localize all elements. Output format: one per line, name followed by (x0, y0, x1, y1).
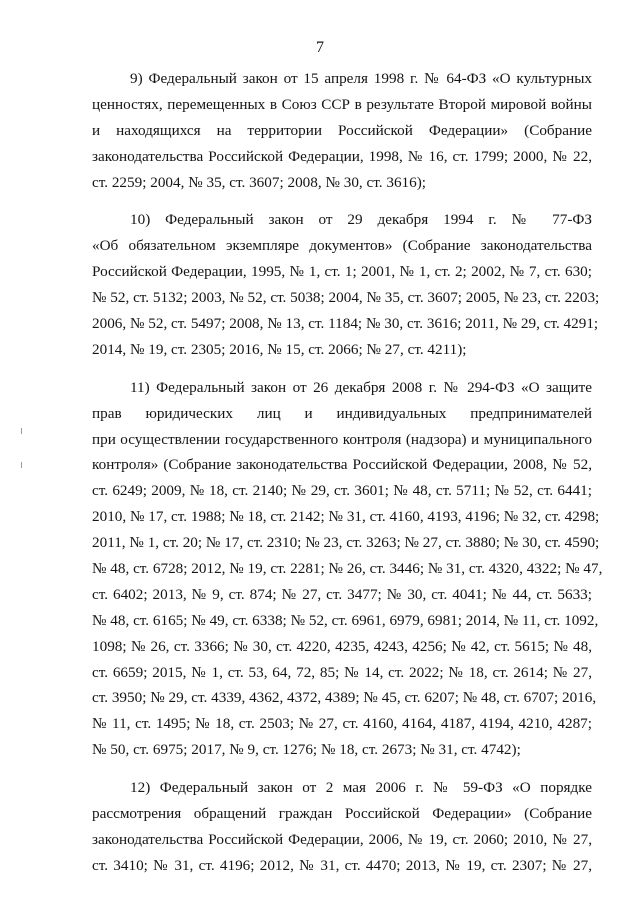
text-line: 11) Федеральный закон от 26 декабря 2008 г. № 294-ФЗ «О защите (130, 378, 592, 396)
text-line: № 52, ст. 5132; 2003, № 52, ст. 5038; 2004, № 35, ст. 3607; 2005, № 23, ст. 2203; (92, 289, 600, 307)
text-line: при осуществлении государственного контроля (надзора) и муниципального (92, 430, 592, 448)
text-line: ст. 3950; № 29, ст. 4339, 4362, 4372, 4389; № 45, ст. 6207; № 48, ст. 6707; 2016, (92, 689, 597, 707)
margin-mark (21, 428, 22, 434)
text-line: ст. 6402; 2013, № 9, ст. 874; № 27, ст. 3477; № 30, ст. 4041; № 44, ст. 5633; (92, 585, 592, 603)
text-line: 2010, № 17, ст. 1988; № 18, ст. 2142; № 31, ст. 4160, 4193, 4196; № 32, ст. 4298; (92, 508, 600, 526)
text-line: 1098; № 26, ст. 3366; № 30, ст. 4220, 4235, 4243, 4256; № 42, ст. 5615; № 48, (92, 637, 592, 655)
text-line: и находящихся на территории Российской Федерации» (Собрание (92, 121, 592, 139)
text-line: ст. 6249; 2009, № 18, ст. 2140; № 29, ст. 3601; № 48, ст. 5711; № 52, ст. 6441; (92, 482, 592, 500)
margin-mark (21, 462, 22, 468)
text-line: № 50, ст. 6975; 2017, № 9, ст. 1276; № 18, ст. 2673; № 31, ст. 4742); (92, 741, 521, 759)
text-line: ст. 3410; № 31, ст. 4196; 2012, № 31, ст. 4470; 2013, № 19, ст. 2307; № 27, (92, 856, 592, 874)
page-number: 7 (316, 39, 324, 56)
text-line: прав юридических лиц и индивидуальных предпринимателей (92, 404, 592, 422)
law-item-paragraph (92, 375, 603, 763)
text-line: 2006, № 52, ст. 5497; 2008, № 13, ст. 1184; № 30, ст. 3616; 2011, № 29, ст. 4291; (92, 315, 599, 333)
text-line: «Об обязательном экземпляре документов» (Собрание законодательства (92, 237, 592, 255)
text-line: № 48, ст. 6728; 2012, № 19, ст. 2281; № 26, ст. 3446; № 31, ст. 4320, 4322; № 47, (92, 560, 603, 578)
text-line: 2014, № 19, ст. 2305; 2016, № 15, ст. 2066; № 27, ст. 4211); (92, 340, 467, 358)
text-line: ст. 6659; 2015, № 1, ст. 53, 64, 72, 85; № 14, ст. 2022; № 18, ст. 2614; № 27, (92, 663, 592, 681)
law-item-paragraph (92, 207, 600, 362)
text-line: № 11, ст. 1495; № 18, ст. 2503; № 27, ст. 4160, 4164, 4187, 4194, 4210, 4287; (92, 715, 592, 733)
law-item-paragraph (92, 66, 592, 195)
text-line: Российской Федерации, 1995, № 1, ст. 1; 2001, № 1, ст. 2; 2002, № 7, ст. 630; (92, 263, 592, 281)
text-line: № 48, ст. 6165; № 49, ст. 6338; № 52, ст. 6961, 6979, 6981; 2014, № 11, ст. 1092, (92, 611, 599, 629)
text-line: законодательства Российской Федерации, 2006, № 19, ст. 2060; 2010, № 27, (92, 830, 592, 848)
text-line: 9) Федеральный закон от 15 апреля 1998 г. № 64-ФЗ «О культурных (130, 70, 592, 87)
text-line: 2011, № 1, ст. 20; № 17, ст. 2310; № 23, ст. 3263; № 27, ст. 3880; № 30, ст. 4590; (92, 534, 600, 552)
text-line: 10) Федеральный закон от 29 декабря 1994 г. № 77-ФЗ (130, 211, 592, 229)
text-line: рассмотрения обращений граждан Российской Федерации» (Собрание (92, 805, 592, 823)
text-line: ст. 2259; 2004, № 35, ст. 3607; 2008, № 30, ст. 3616); (92, 173, 426, 191)
text-line: законодательства Российской Федерации, 1998, № 16, ст. 1799; 2000, № 22, (92, 147, 592, 165)
document-body (92, 66, 603, 891)
text-line: 12) Федеральный закон от 2 мая 2006 г. № 59-ФЗ «О порядке (130, 779, 592, 797)
law-item-paragraph (92, 775, 592, 879)
text-line: ценностях, перемещенных в Союз ССР в результате Второй мировой войны (92, 95, 592, 113)
text-line: контроля» (Собрание законодательства Российской Федерации, 2008, № 52, (92, 456, 592, 474)
